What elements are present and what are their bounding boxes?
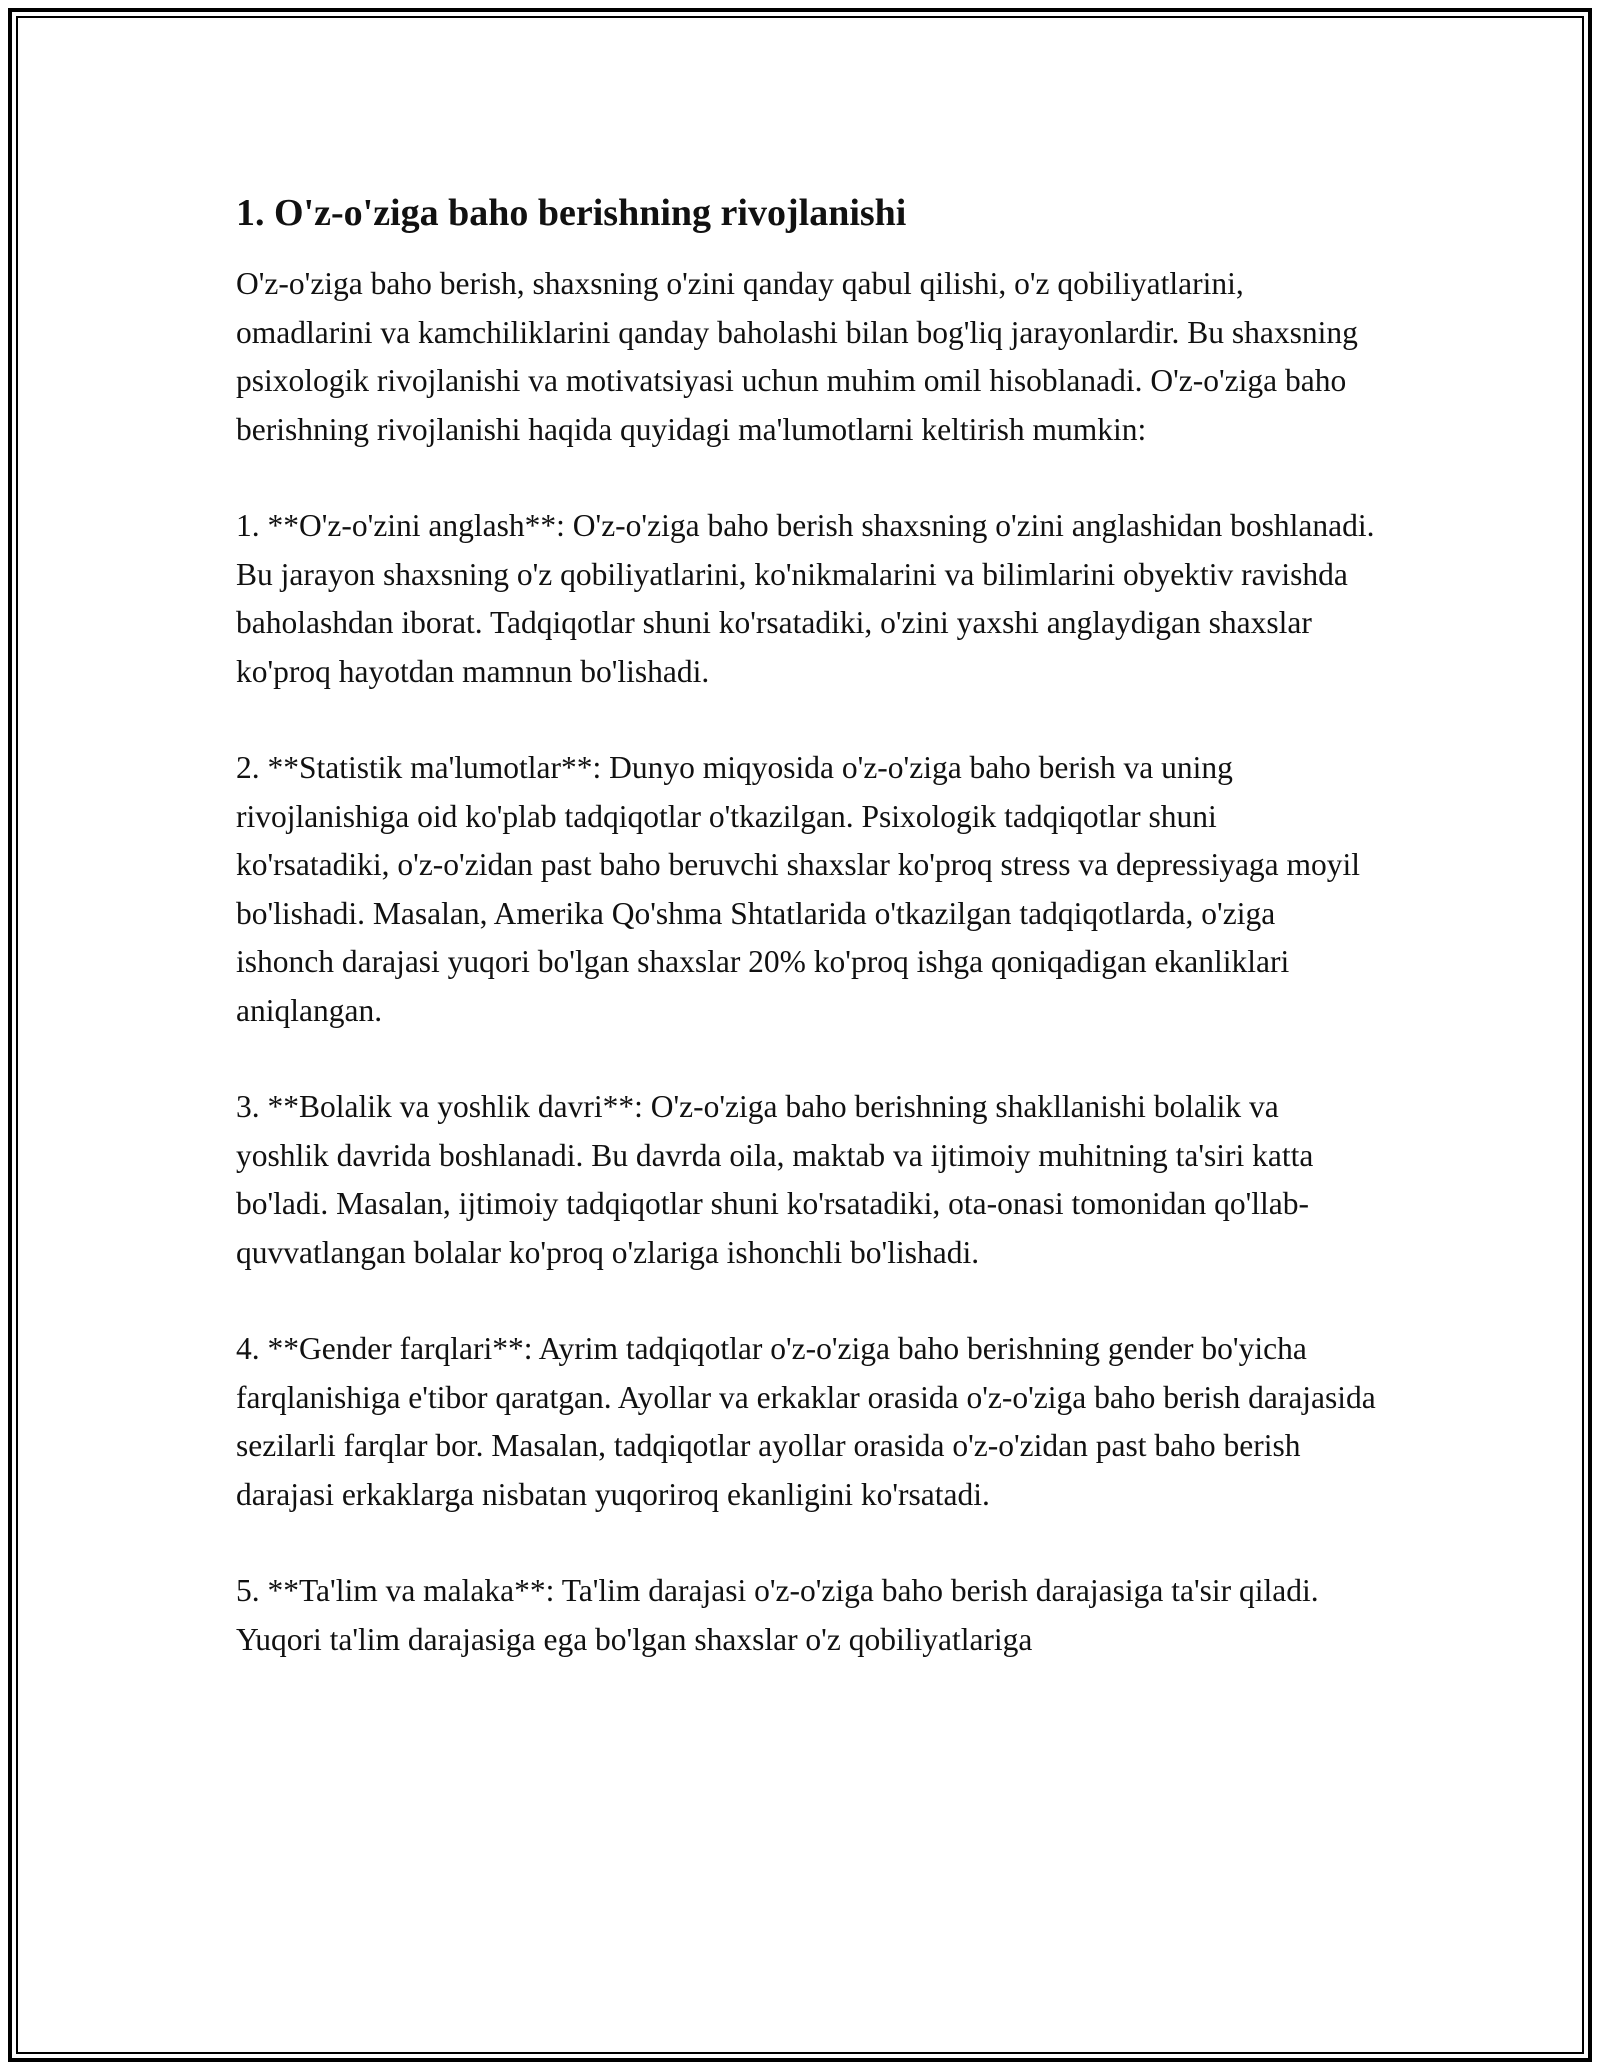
paragraph-self-awareness: 1. **O'z-o'zini anglash**: O'z-o'ziga baho berish shaxsning o'zini anglashidan boshlanadi. Bu jarayon shaxsning o'z qobiliyatlarini, ko'nikmalarini va bilimlarini obyektiv ravishda baholashdan iborat. Tadqiqotlar shuni ko'rsatadiki, o'zini yaxshi anglaydigan shaxslar ko'proq hayotdan mamnun bo'lishadi. — [236, 508, 1375, 689]
intro-paragraph: O'z-o'ziga baho berish, shaxsning o'zini qanday qabul qilishi, o'z qobiliyatlarini, omadlarini va kamchiliklarini qanday baholashi bilan bog'liq jarayonlardir. Bu shaxsning psixologik rivojlanishi va motivatsiyasi uchun muhim omil hisoblanadi. O'z-o'ziga baho berishning rivojlanishi haqida quyidagi ma'lumotlarni keltirish mumkin: — [236, 266, 1358, 447]
document-body — [236, 188, 1376, 1664]
paragraph-education: 5. **Ta'lim va malaka**: Ta'lim darajasi o'z-o'ziga baho berish darajasiga ta'sir qiladi. Yuqori ta'lim darajasiga ega bo'lgan shaxslar o'z qobiliyatlariga — [236, 1573, 1319, 1657]
paragraph-statistics: 2. **Statistik ma'lumotlar**: Dunyo miqyosida o'z-o'ziga baho berish va uning rivojlanishiga oid ko'plab tadqiqotlar o'tkazilgan. Psixologik tadqiqotlar shuni ko'rsatadiki, o'z-o'zidan past baho beruvchi shaxslar ko'proq stress va depressiyaga moyil bo'lishadi. Masalan, Amerika Qo'shma Shtatlarida o'tkazilgan tadqiqotlarda, o'ziga ishonch darajasi yuqori bo'lgan shaxslar 20% ko'proq ishga qoniqadigan ekanliklari aniqlangan. — [236, 750, 1361, 1028]
paragraph-childhood: 3. **Bolalik va yoshlik davri**: O'z-o'ziga baho berishning shakllanishi bolalik va yoshlik davrida boshlanadi. Bu davrda oila, maktab va ijtimoiy muhitning ta'siri katta bo'ladi. Masalan, ijtimoiy tadqiqotlar shuni ko'rsatadiki, ota-onasi tomonidan qo'llab-quvvatlangan bolalar ko'proq o'zlariga ishonchli bo'lishadi. — [236, 1089, 1314, 1270]
paragraph-gender: 4. **Gender farqlari**: Ayrim tadqiqotlar o'z-o'ziga baho berishning gender bo'yicha farqlanishiga e'tibor qaratgan. Ayollar va erkaklar orasida o'z-o'ziga baho berish darajasida sezilarli farqlar bor. Masalan, tadqiqotlar ayollar orasida o'z-o'zidan past baho berish darajasi erkaklarga nisbatan yuqoriroq ekanligini ko'rsatadi. — [236, 1331, 1376, 1512]
section-heading: 1. O'z-o'ziga baho berishning rivojlanishi — [236, 192, 907, 234]
